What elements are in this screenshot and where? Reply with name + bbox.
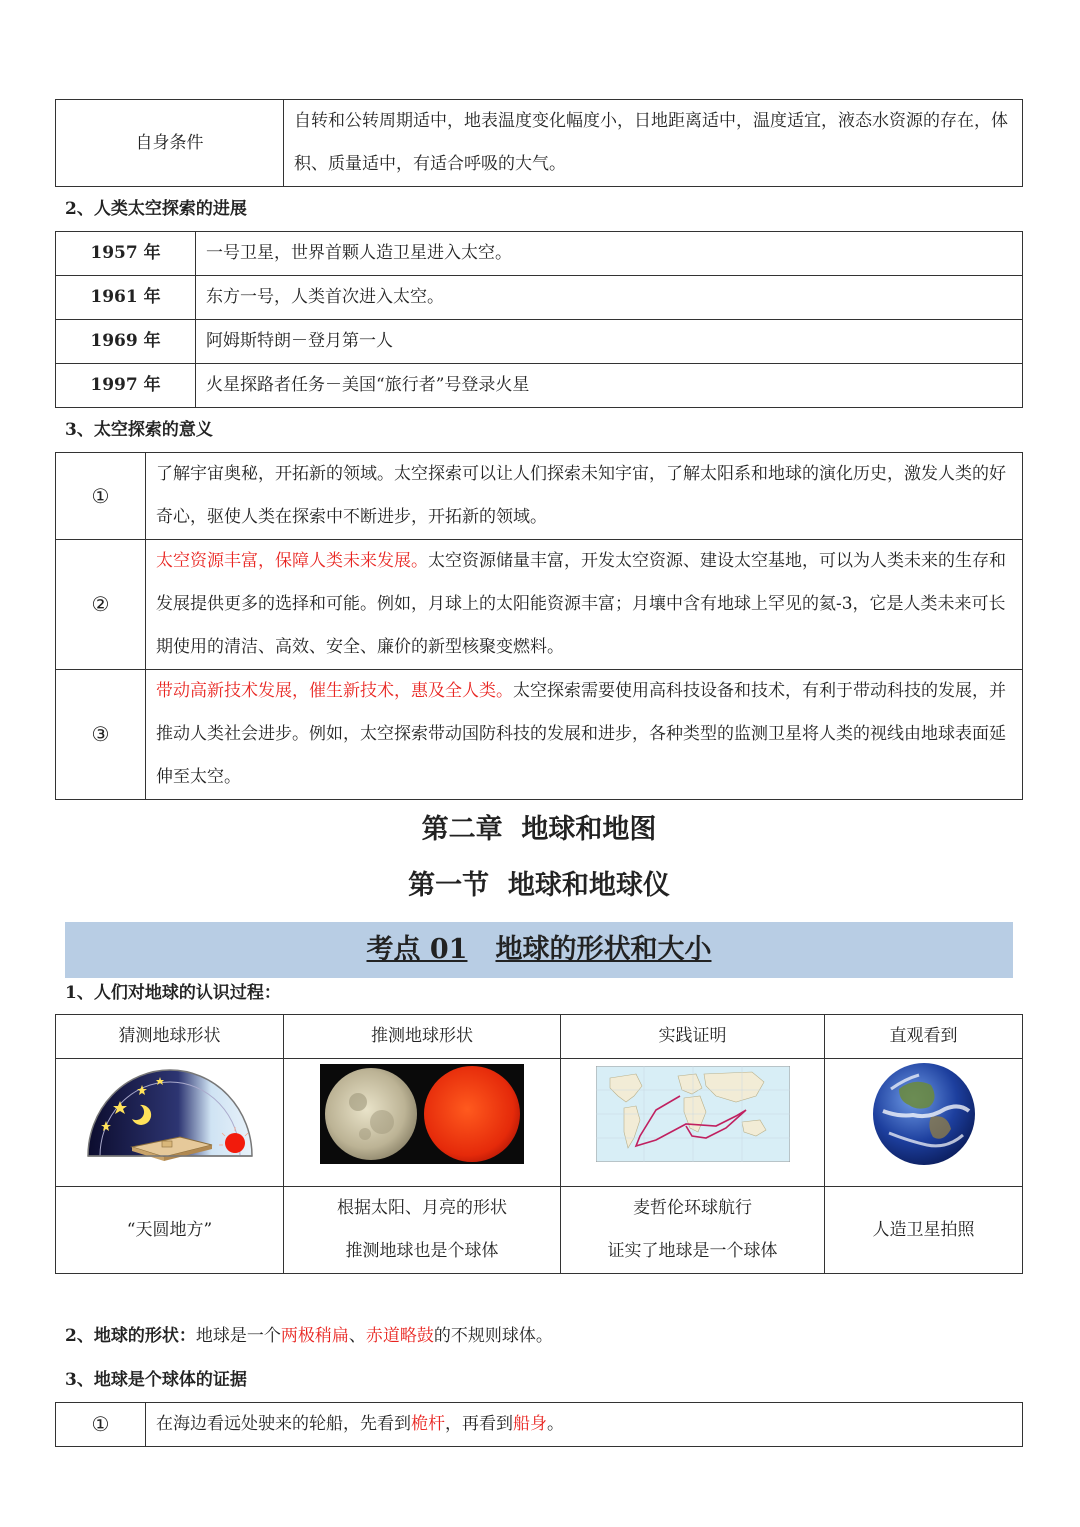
row-number: ① xyxy=(56,453,146,540)
shape-text: 的不规则球体。 xyxy=(433,1326,553,1346)
topic-banner xyxy=(65,922,1013,978)
conditions-label: 自身条件 xyxy=(56,100,284,187)
exploration-table xyxy=(55,231,1023,408)
caption-line: 根据太阳、月亮的形状 xyxy=(337,1198,507,1218)
dome-image-cell xyxy=(56,1059,284,1187)
table-row xyxy=(56,232,1023,276)
shape-text: 、 xyxy=(348,1326,366,1346)
evidence-part: ，再看到 xyxy=(445,1414,513,1434)
caption-line: “天圆地方” xyxy=(126,1219,213,1240)
body-text: 太空资源储量丰富，开发太空资源、建设太空基地，可以为人类未来的生存和发展提供更多的选择和可能。例如，月球上的太阳能资源丰富；月壤中含有地球上罕见的氦-3，它是人类未来可长期使用的清洁、高效、安全、廉价的新型核聚变燃料。 xyxy=(156,551,1006,657)
significance-text xyxy=(146,540,1023,670)
shape-label: 2、地球的形状： xyxy=(65,1326,196,1346)
table-row xyxy=(56,1187,1023,1274)
row-number: ② xyxy=(56,540,146,670)
highlight-text: 带动高新技术发展，催生新技术，惠及全人类。 xyxy=(156,681,513,701)
conditions-text: 自转和公转周期适中，地表温度变化幅度小，日地距离适中，温度适宜，液态水资源的存在，体积、质量适中，有适合呼吸的大气。 xyxy=(284,100,1023,187)
section-title: 第一节 地球和地球仪 xyxy=(408,870,670,901)
table-row xyxy=(56,276,1023,320)
conditions-table xyxy=(55,99,1023,187)
section3-heading: 3、太空探索的意义 xyxy=(65,420,213,440)
column-header: 实践证明 xyxy=(561,1015,825,1059)
body-text: 了解宇宙奥秘，开拓新的领域。太空探索可以让人们探索未知宇宙，了解太阳系和地球的演化历史，激发人类的好奇心，驱使人类在探索中不断进步，开拓新的领域。 xyxy=(156,464,1006,527)
significance-table xyxy=(55,452,1023,800)
moon-and-sun-photo xyxy=(320,1064,524,1164)
section2-heading: 2、人类太空探索的进展 xyxy=(65,199,247,219)
evidence-heading: 3、地球是个球体的证据 xyxy=(65,1370,247,1390)
moon-sun-image-cell xyxy=(284,1059,561,1187)
caption-line: 麦哲伦环球航行 xyxy=(633,1198,752,1218)
highlight-text: 太空资源丰富，保障人类未来发展。 xyxy=(156,551,428,571)
evidence-table xyxy=(55,1402,1023,1447)
event-cell: 一号卫星，世界首颗人造卫星进入太空。 xyxy=(196,232,1023,276)
caption-cell xyxy=(825,1187,1023,1274)
column-header: 推测地球形状 xyxy=(284,1015,561,1059)
banner-title: 地球的形状和大小 xyxy=(495,934,712,965)
cognition-table xyxy=(55,1014,1023,1274)
significance-text xyxy=(146,453,1023,540)
year-cell: 1957 年 xyxy=(56,232,196,276)
chapter-title: 第二章 地球和地图 xyxy=(421,814,657,845)
earth-satellite-photo xyxy=(869,1059,979,1169)
banner-code: 考点 01 xyxy=(366,934,468,965)
table-row xyxy=(56,1015,1023,1059)
column-header: 直观看到 xyxy=(825,1015,1023,1059)
evidence-part: 在海边看远处驶来的轮船，先看到 xyxy=(156,1414,411,1434)
document-page xyxy=(55,99,1023,1447)
table-row xyxy=(56,453,1023,540)
event-cell: 东方一号，人类首次进入太空。 xyxy=(196,276,1023,320)
row-number: ③ xyxy=(56,670,146,800)
year-cell: 1997 年 xyxy=(56,364,196,408)
caption-line: 人造卫星拍照 xyxy=(872,1219,975,1240)
year-cell: 1961 年 xyxy=(56,276,196,320)
caption-cell xyxy=(561,1187,825,1274)
earth-shape-paragraph xyxy=(55,1314,1023,1358)
table-row xyxy=(56,540,1023,670)
earth-image-cell xyxy=(825,1059,1023,1187)
event-cell: 阿姆斯特朗－登月第一人 xyxy=(196,320,1023,364)
evidence-text xyxy=(146,1403,1023,1447)
table-row xyxy=(56,320,1023,364)
significance-text xyxy=(146,670,1023,800)
evidence-highlight: 桅杆 xyxy=(411,1414,445,1434)
event-cell: 火星探路者任务－美国“旅行者”号登录火星 xyxy=(196,364,1023,408)
table-row xyxy=(56,1059,1023,1187)
shape-text: 地球是一个 xyxy=(195,1326,281,1346)
heaven-dome-illustration xyxy=(80,1061,260,1167)
body-text: 太空探索需要使用高科技设备和技术，有利于带动科技的发展，并推动人类社会进步。例如，太空探索带动国防科技的发展和进步，各种类型的监测卫星将人类的视线由地球表面延伸至太空。 xyxy=(156,681,1006,787)
cognition-heading: 1、人们对地球的认识过程： xyxy=(65,983,281,1003)
caption-cell xyxy=(56,1187,284,1274)
table-row xyxy=(56,1403,1023,1447)
evidence-highlight: 船身 xyxy=(513,1414,547,1434)
shape-highlight: 赤道略鼓 xyxy=(365,1326,434,1346)
table-row xyxy=(56,670,1023,800)
magellan-route-map xyxy=(596,1066,790,1162)
shape-highlight: 两极稍扁 xyxy=(280,1326,349,1346)
caption-cell xyxy=(284,1187,561,1274)
column-header: 猜测地球形状 xyxy=(56,1015,284,1059)
year-cell: 1969 年 xyxy=(56,320,196,364)
table-row xyxy=(56,364,1023,408)
map-image-cell xyxy=(561,1059,825,1187)
row-number: ① xyxy=(56,1403,146,1447)
evidence-part: 。 xyxy=(547,1414,564,1434)
caption-line: 推测地球也是个球体 xyxy=(345,1241,499,1261)
caption-line: 证实了地球是一个球体 xyxy=(607,1241,778,1261)
